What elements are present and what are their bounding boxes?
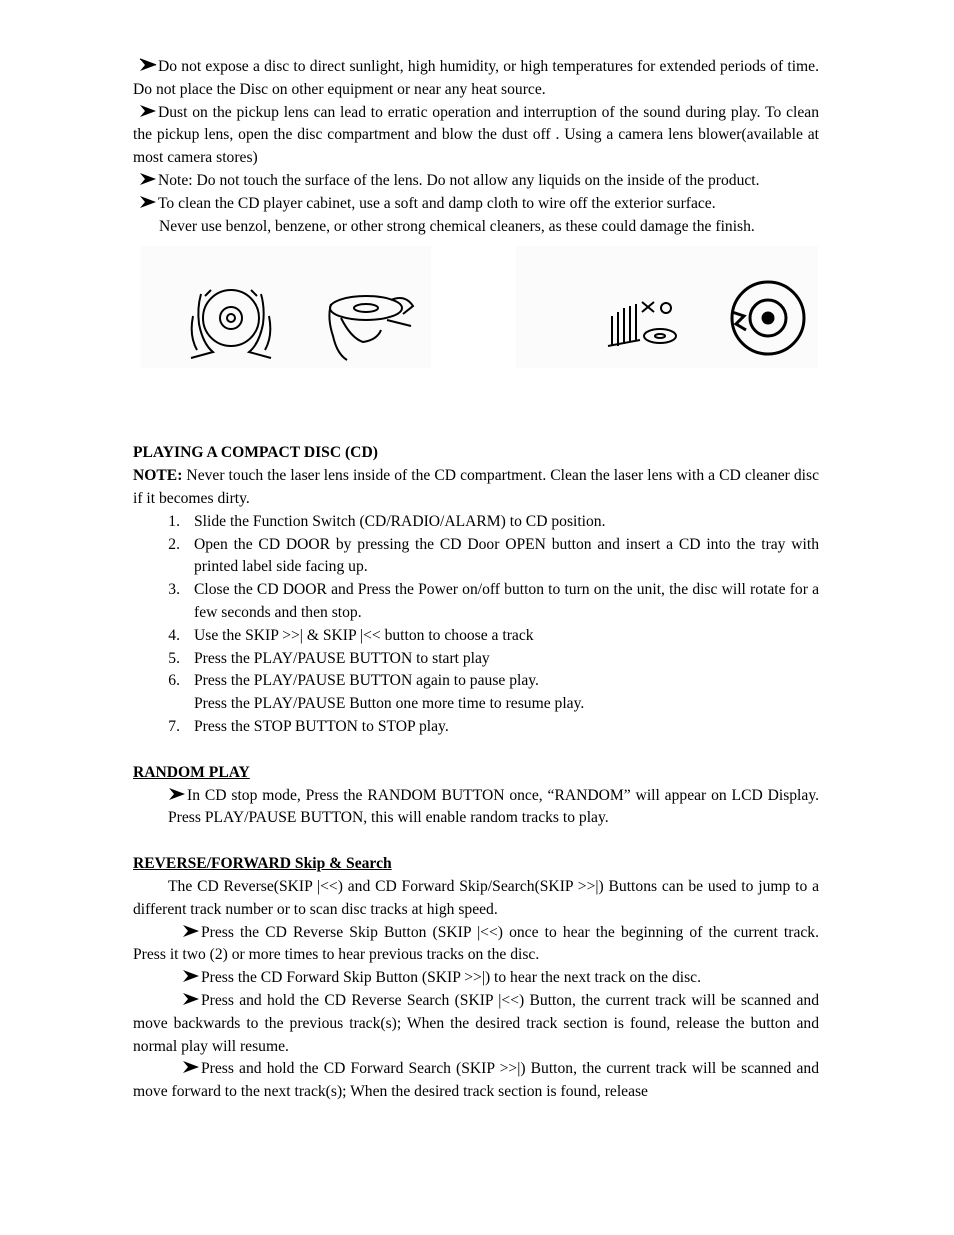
arrow-bullet-icon (139, 58, 157, 72)
bullet-paragraph: Dust on the pickup lens can lead to erratic operation and interruption of the sound during play. To clean the pickup lens, open the disc compartment and blow the dust off . Using a camera lens blower(available at most camera stores) (133, 103, 819, 167)
bullet-paragraph: To clean the CD player cabinet, use a soft and damp cloth to wire off the exterior surface. (133, 193, 819, 216)
arrow-bullet-icon (168, 787, 186, 801)
list-item: 4. Use the SKIP >>| & SKIP |<< button to choose a track (168, 626, 534, 644)
skip-item: Press and hold the CD Forward Search (SKIP >>|) Button, the current track will be scanned and move forward to the next track(s); When the desired track section is found, release (133, 1060, 819, 1101)
bullet-paragraph: Note: Do not touch the surface of the lens. Do not allow any liquids on the inside of the product. (133, 170, 819, 193)
list-item: 2. Open the CD DOOR by pressing the CD Door OPEN button and insert a CD into the tray with printed label side facing up. (168, 535, 819, 576)
section-title-skip: REVERSE/FORWARD Skip & Search (133, 855, 392, 873)
step-continuation: Press the PLAY/PAUSE Button one more time to resume play. (194, 695, 585, 713)
arrow-bullet-icon (182, 1060, 200, 1074)
arrow-bullet-icon (182, 924, 200, 938)
care-illustrations (133, 238, 819, 438)
document-page (133, 56, 819, 1104)
do-illustration (141, 246, 431, 368)
skip-item: Press the CD Forward Skip Button (SKIP >>|) to hear the next track on the disc. (133, 967, 819, 990)
list-item: 3. Close the CD DOOR and Press the Power on/off button to turn on the unit, the disc will rotate for a few seconds and then stop. (168, 581, 819, 621)
list-item: 5. Press the PLAY/PAUSE BUTTON to start play (168, 649, 490, 667)
skip-item: Press and hold the CD Reverse Search (SKIP |<<) Button, the current track will be scanned and move backwards to the previous track(s); When the desired track section is found, release the button and normal play will resume. (133, 991, 819, 1055)
note-paragraph: NOTE: Never touch the laser lens inside of the CD compartment. Clean the laser lens with a CD cleaner disc if it becomes dirty. (133, 467, 819, 507)
note-label: NOTE: (133, 467, 183, 485)
arrow-bullet-icon (182, 992, 200, 1006)
arrow-bullet-icon (182, 969, 200, 983)
skip-intro: The CD Reverse(SKIP |<<) and CD Forward Skip/Search(SKIP >>|) Buttons can be used to jump to a different track number or to scan disc tracks at high speed. (133, 877, 819, 918)
arrow-bullet-icon (139, 104, 157, 118)
list-item: 7. Press the STOP BUTTON to STOP play. (168, 717, 449, 735)
bullet-continuation: Never use benzol, benzene, or other strong chemical cleaners, as these could damage the finish. (159, 217, 755, 235)
list-item: 1. Slide the Function Switch (CD/RADIO/ALARM) to CD position. (168, 512, 606, 530)
section-title-playing: PLAYING A COMPACT DISC (CD) (133, 444, 378, 462)
arrow-bullet-icon (139, 195, 157, 209)
do-not-illustration (516, 246, 818, 368)
arrow-bullet-icon (139, 172, 157, 186)
section-title-random: RANDOM PLAY (133, 763, 250, 781)
playing-steps-list (133, 511, 819, 693)
list-item: 6. Press the PLAY/PAUSE BUTTON again to pause play. (168, 672, 539, 690)
skip-item: Press the CD Reverse Skip Button (SKIP |<<) once to hear the beginning of the current track. Press it two (2) or more times to hear previous tracks on the disc. (133, 923, 819, 964)
random-paragraph: In CD stop mode, Press the RANDOM BUTTON once, “RANDOM” will appear on LCD Display. Press PLAY/PAUSE BUTTON, this will enable random tracks to play. (168, 786, 819, 827)
playing-steps-list-end (133, 716, 819, 739)
bullet-paragraph: Do not expose a disc to direct sunlight, high humidity, or high temperatures for extended periods of time. Do not place the Disc on other equipment or near any heat source. (133, 58, 819, 98)
